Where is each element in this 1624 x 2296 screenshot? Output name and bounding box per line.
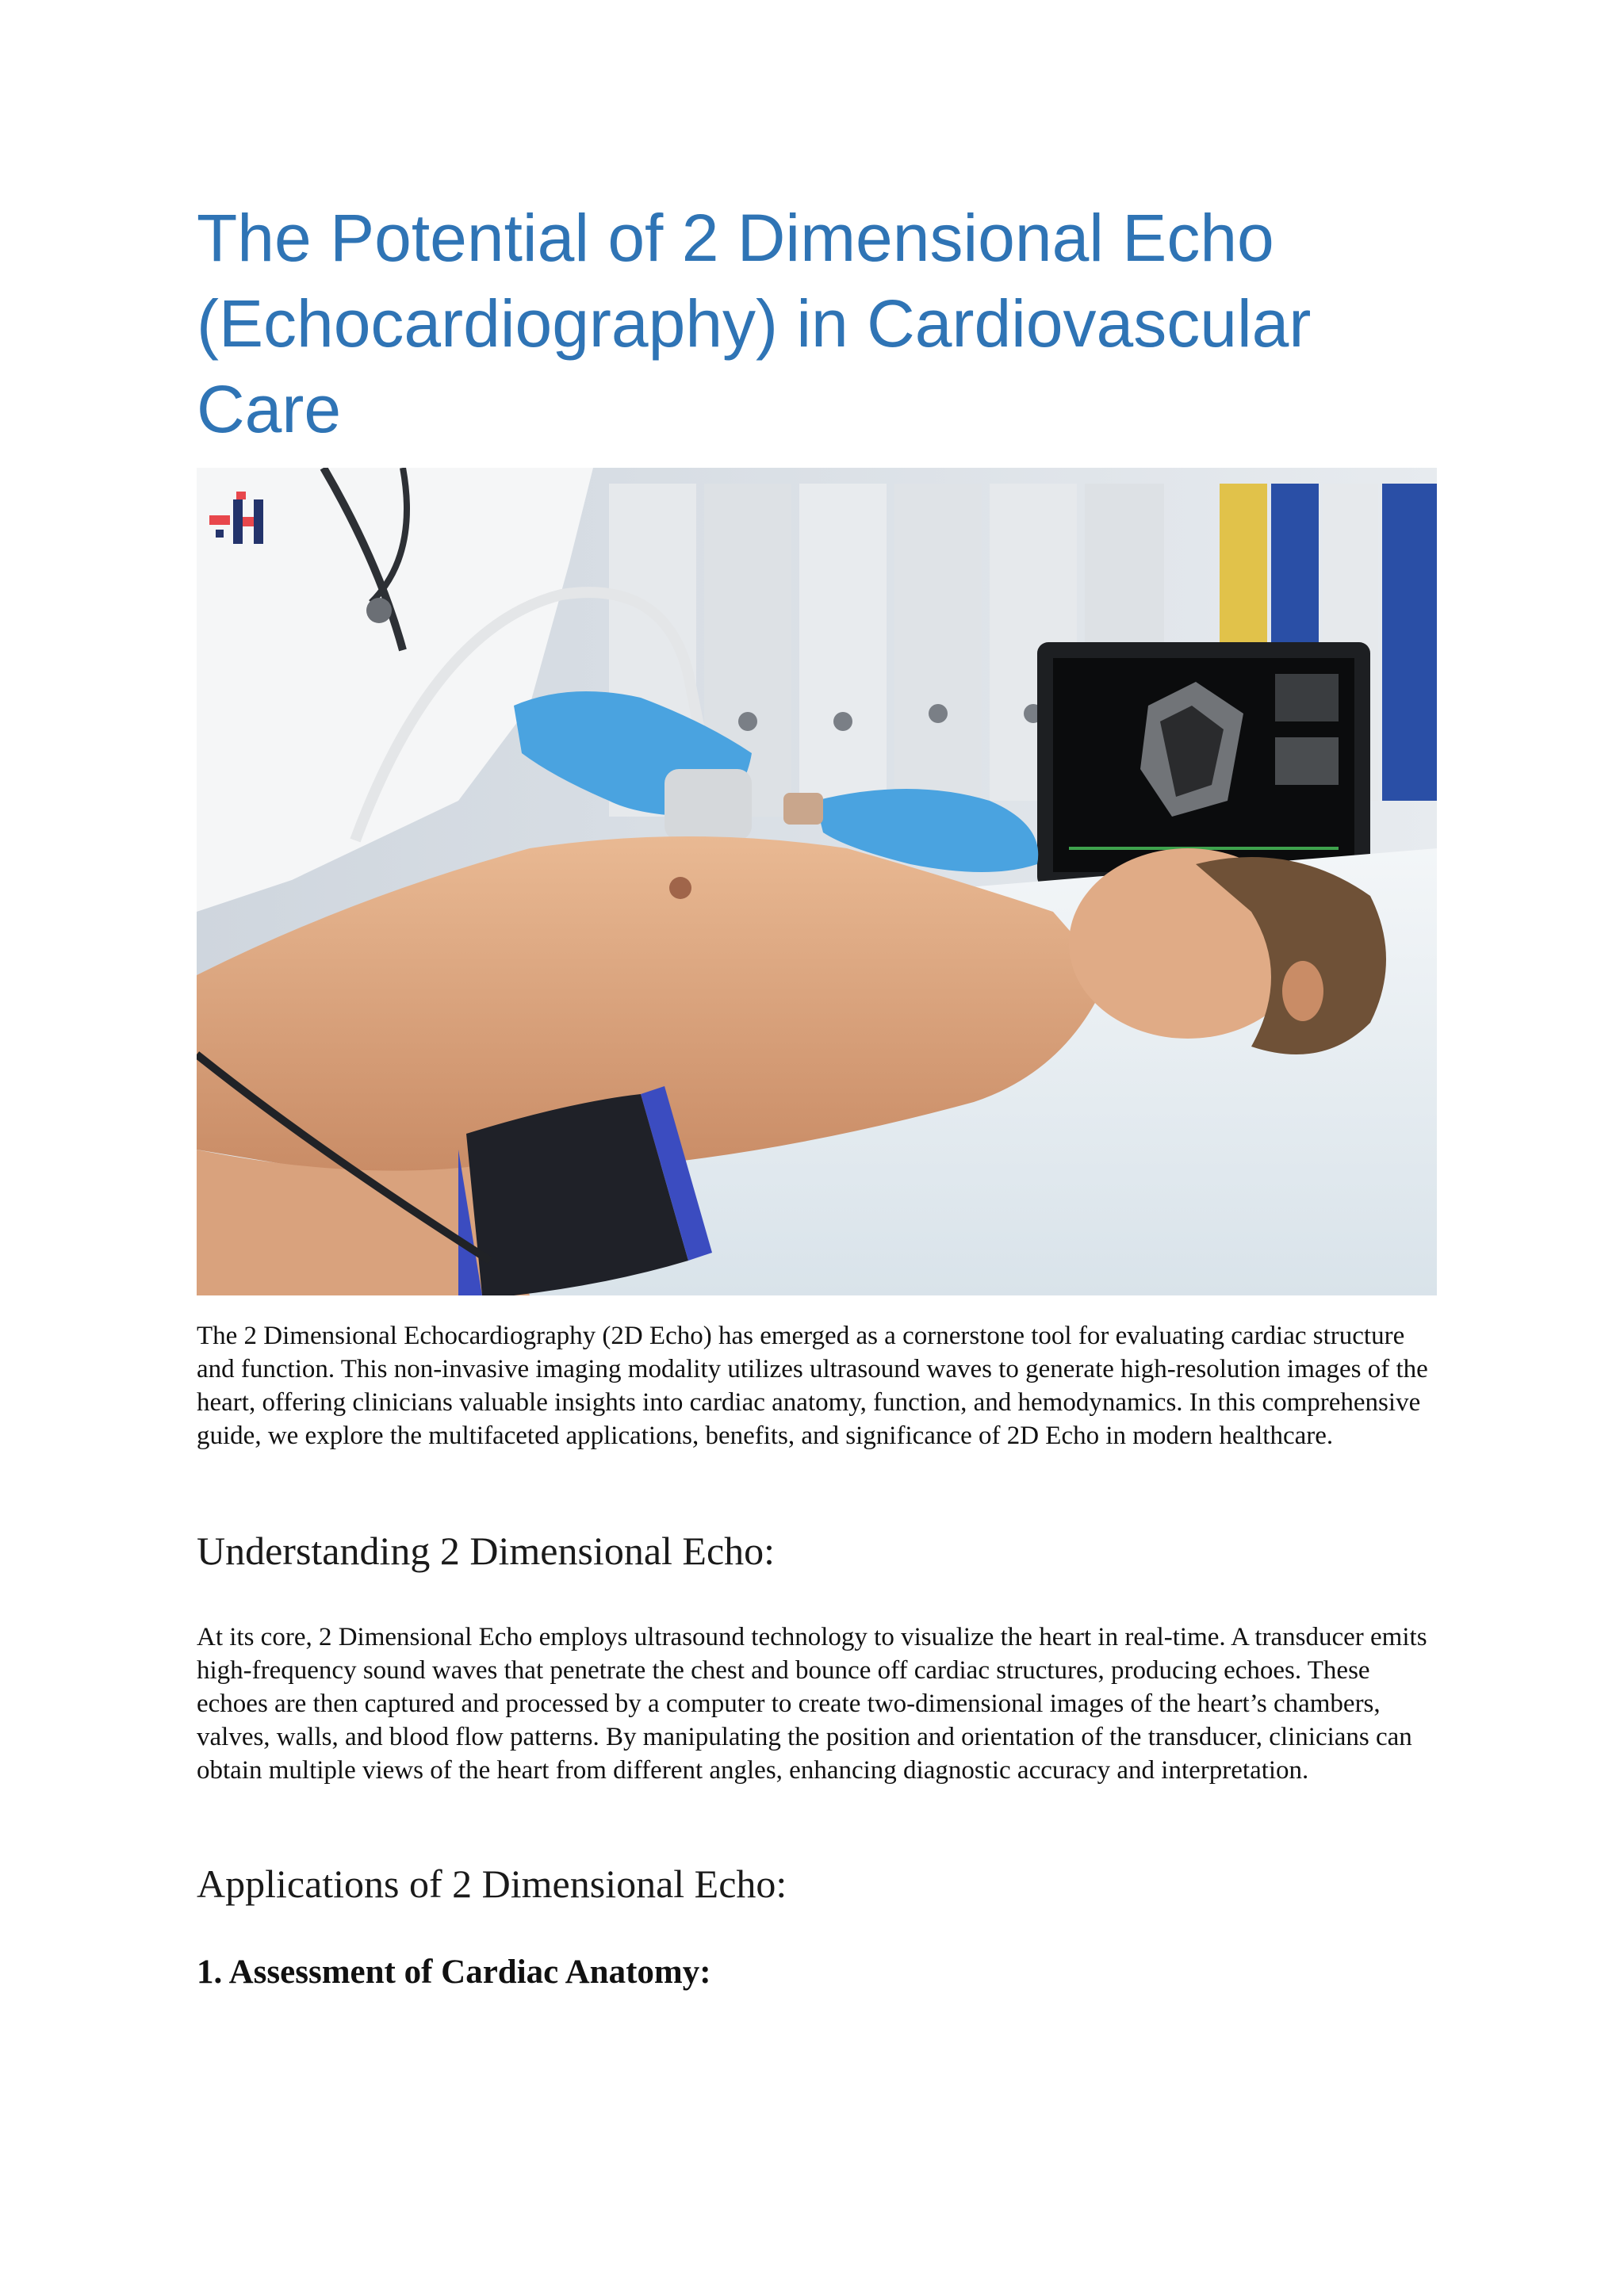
h-brand-logo-icon [208, 492, 271, 547]
cardiac-anatomy-subheading: 1. Assessment of Cardiac Anatomy: [197, 1954, 711, 1991]
understanding-paragraph: At its core, 2 Dimensional Echo employs ultrasound technology to visualize the heart in real-time. A transducer emits high-frequency sound waves that penetrate the chest and bounce off cardiac structures, producing echoes. These echoes are then captured and processed by a computer to create two-dimensional images of the heart’s chambers, valves, walls, and blood flow patterns. By manipulating the position and orientation of the transducer, clinicians can obtain multiple views of the heart from different angles, enhancing diagnostic accuracy and interpretation. [197, 1623, 1427, 1785]
hero-image [197, 468, 1437, 1295]
applications-heading: Applications of 2 Dimensional Echo: [197, 1862, 787, 1906]
understanding-heading: Understanding 2 Dimensional Echo: [197, 1529, 776, 1573]
intro-paragraph: The 2 Dimensional Echocardiography (2D Echo) has emerged as a cornerstone tool for evaluating cardiac structure and function. This non-invasive imaging modality utilizes ultrasound waves to generate high-resolution images of the heart, offering clinicians valuable insights into cardiac anatomy, function, and hemodynamics. In this comprehensive guide, we explore the multifaceted applications, benefits, and significance of 2D Echo in modern healthcare. [197, 1322, 1428, 1450]
page-title: The Potential of 2 Dimensional Echo (Echocardiography) in Cardiovascular Care [197, 201, 1312, 446]
